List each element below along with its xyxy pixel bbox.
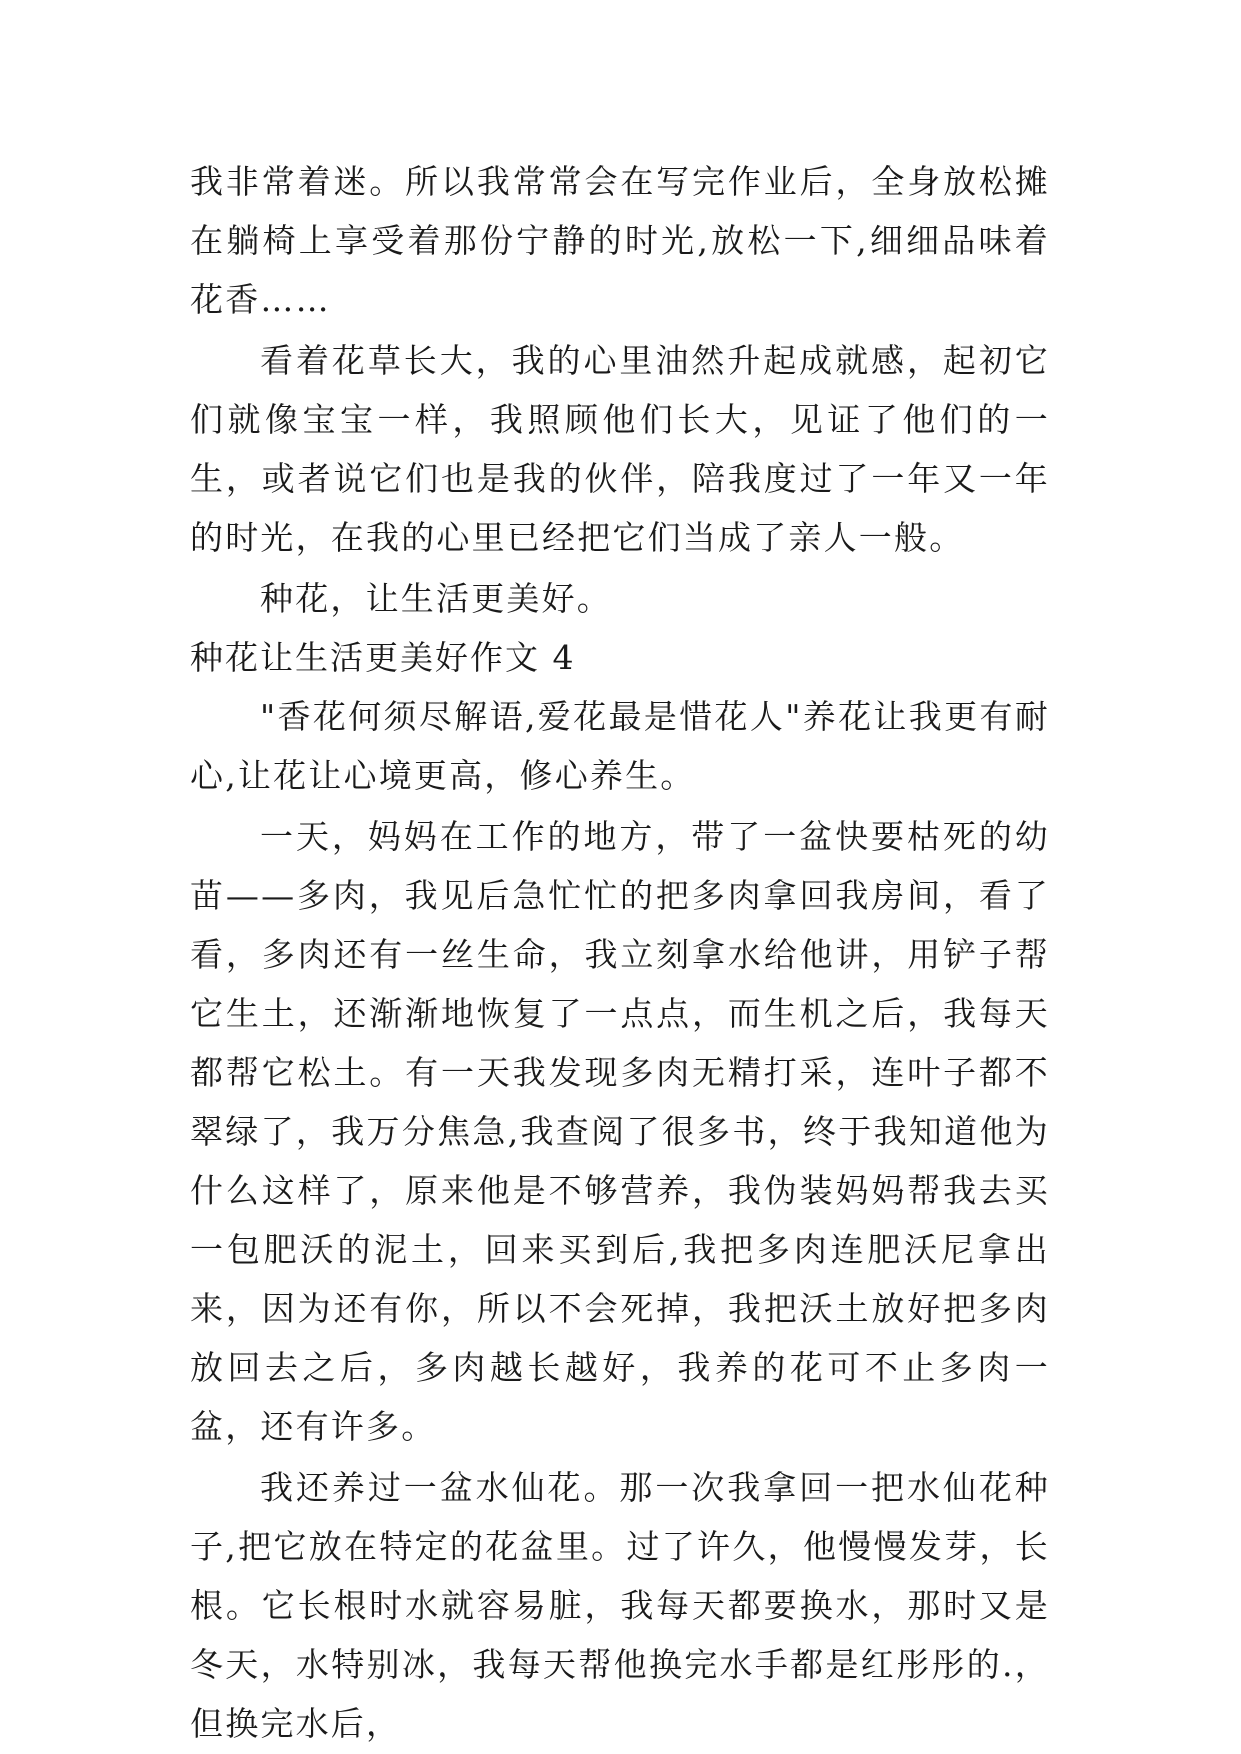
- section-paragraph-3: 我还养过一盆水仙花。那一次我拿回一把水仙花种子,把它放在特定的花盆里。过了许久，他慢慢发芽，长根。它长根时水就容易脏，我每天都要换水，那时又是冬天，水特别冰，我每天帮他换完水手都是红彤彤的.，但换完水后，: [190, 1468, 1050, 1743]
- paragraph-2: 看着花草长大，我的心里油然升起成就感，起初它们就像宝宝一样，我照顾他们长大，见证了他们的一生，或者说它们也是我的伙伴，陪我度过了一年又一年的时光，在我的心里已经把它们当成了亲人一般。: [190, 341, 1050, 557]
- document-body: [190, 152, 1050, 1753]
- section-paragraph-1: "香花何须尽解语,爱花最是惜花人"养花让我更有耐心,让花让心境更高，修心养生。: [190, 697, 1050, 795]
- paragraph-1: 我非常着迷。所以我常常会在写完作业后，全身放松摊在躺椅上享受着那份宁静的时光,放松一下,细细品味着花香……: [190, 162, 1050, 319]
- section-paragraph-2: 一天，妈妈在工作的地方，带了一盆快要枯死的幼苗——多肉，我见后急忙忙的把多肉拿回我房间，看了看，多肉还有一丝生命，我立刻拿水给他讲，用铲子帮它生土，还渐渐地恢复了一点点，而生机之后，我每天都帮它松土。有一天我发现多肉无精打采，连叶子都不翠绿了，我万分焦急,我查阅了很多书，终于我知道他为什么这样了，原来他是不够营养，我伪装妈妈帮我去买一包肥沃的泥土，回来买到后,我把多肉连肥沃尼拿出来，因为还有你，所以不会死掉，我把沃土放好把多肉放回去之后，多肉越长越好，我养的花可不止多肉一盆，还有许多。: [190, 817, 1050, 1446]
- section-title: 种花让生活更美好作文 4: [190, 638, 576, 677]
- paragraph-3: 种花，让生活更美好。: [260, 579, 612, 618]
